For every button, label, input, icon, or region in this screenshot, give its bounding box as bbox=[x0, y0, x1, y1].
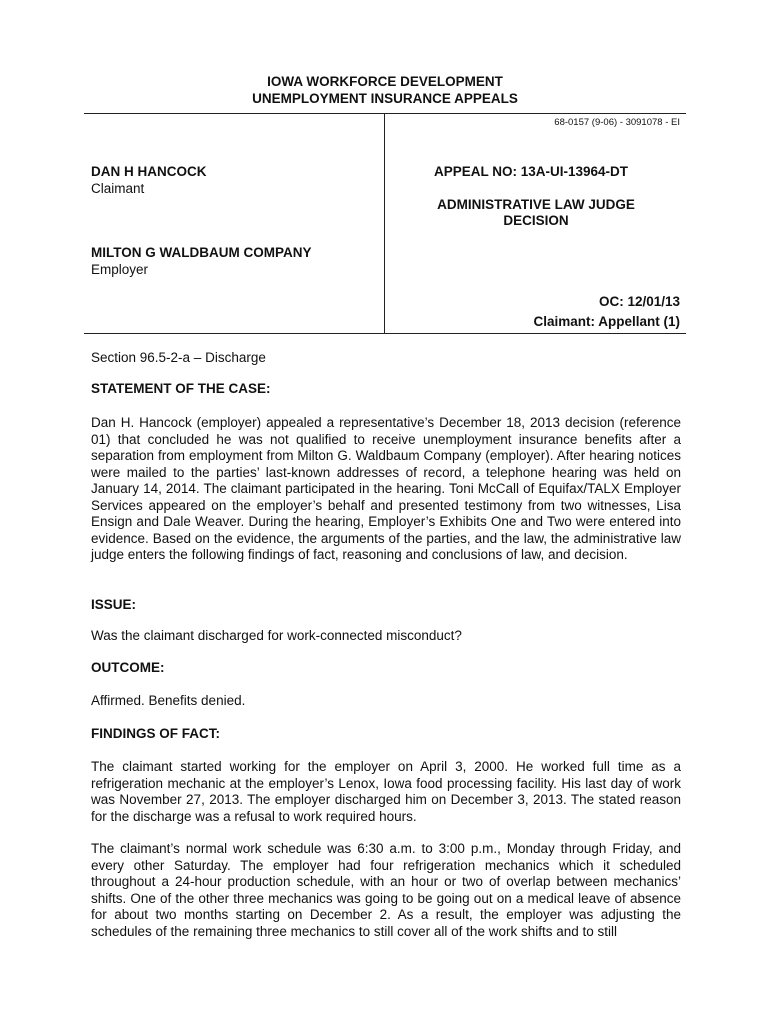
findings-heading: FINDINGS OF FACT: bbox=[91, 726, 220, 741]
header-rule bbox=[84, 113, 686, 114]
employer-role: Employer bbox=[91, 262, 149, 277]
findings-paragraph-1: The claimant started working for the employer on April 3, 2000. He worked full time as a refrigeration mechanic at the employer’s Lenox, Iowa food processing facility. His last day of work was November 27, 2013. The employer discharged him on December 3, 2013. The stated reason for the discharge was a refusal to work required hours. bbox=[91, 759, 681, 824]
agency-title: IOWA WORKFORCE DEVELOPMENT bbox=[267, 74, 503, 89]
statement-heading: STATEMENT OF THE CASE: bbox=[91, 381, 271, 396]
section-reference: Section 96.5-2-a – Discharge bbox=[91, 350, 266, 365]
appeal-number: APPEAL NO: 13A-UI-13964-DT bbox=[434, 164, 629, 179]
claimant-role: Claimant bbox=[91, 181, 145, 196]
claimant-name: DAN H HANCOCK bbox=[91, 164, 207, 179]
outcome-text: Affirmed. Benefits denied. bbox=[91, 693, 246, 708]
issue-text: Was the claimant discharged for work-connected misconduct? bbox=[91, 628, 462, 643]
statement-text: Dan H. Hancock (employer) appealed a representative’s December 18, 2013 decision (reference 01) that concluded he was not qualified to receive unemployment insurance benefits after a separation from employment from Milton G. Waldbaum Company (employer). After hearing notices were mailed to the parties’ last-known addresses of record, a telephone hearing was held on January 14, 2014. The claimant participated in the hearing. Toni McCall of Equifax/TALX Employer Services appeared on the employer’s behalf and presented testimony from two witnesses, Lisa Ensign and Dale Weaver. During the hearing, Employer’s Exhibits One and Two were entered into evidence. Based on the evidence, the arguments of the parties, and the law, the administrative law judge enters the following findings of fact, reasoning and conclusions of law, and decision. bbox=[91, 415, 681, 562]
caption-divider bbox=[384, 113, 385, 333]
caption-bottom-rule bbox=[84, 333, 686, 334]
decision-title-line1: ADMINISTRATIVE LAW JUDGE bbox=[437, 197, 635, 212]
employer-name: MILTON G WALDBAUM COMPANY bbox=[91, 245, 312, 260]
findings-paragraph-2: The claimant’s normal work schedule was 6:30 a.m. to 3:00 p.m., Monday through Friday, and every other Saturday. The employer had four refrigeration mechanics which it scheduled throughout a 24-hour production schedule, with an hour or two of overlap between mechanics’ shifts. One of the other three mechanics was going to be going out on a medical leave of absence for about two months starting on December 2. As a result, the employer was adjusting the schedules of the remaining three mechanics to still cover all of the work shifts and to still bbox=[91, 841, 681, 939]
appellant-status: Claimant: Appellant (1) bbox=[533, 314, 680, 329]
outcome-heading: OUTCOME: bbox=[91, 660, 165, 675]
form-number: 68-0157 (9-06) - 3091078 - EI bbox=[554, 117, 680, 128]
issue-heading: ISSUE: bbox=[91, 597, 137, 612]
decision-title-line2: DECISION bbox=[503, 213, 569, 228]
agency-subtitle: UNEMPLOYMENT INSURANCE APPEALS bbox=[252, 91, 518, 106]
oc-date: OC: 12/01/13 bbox=[598, 294, 680, 309]
